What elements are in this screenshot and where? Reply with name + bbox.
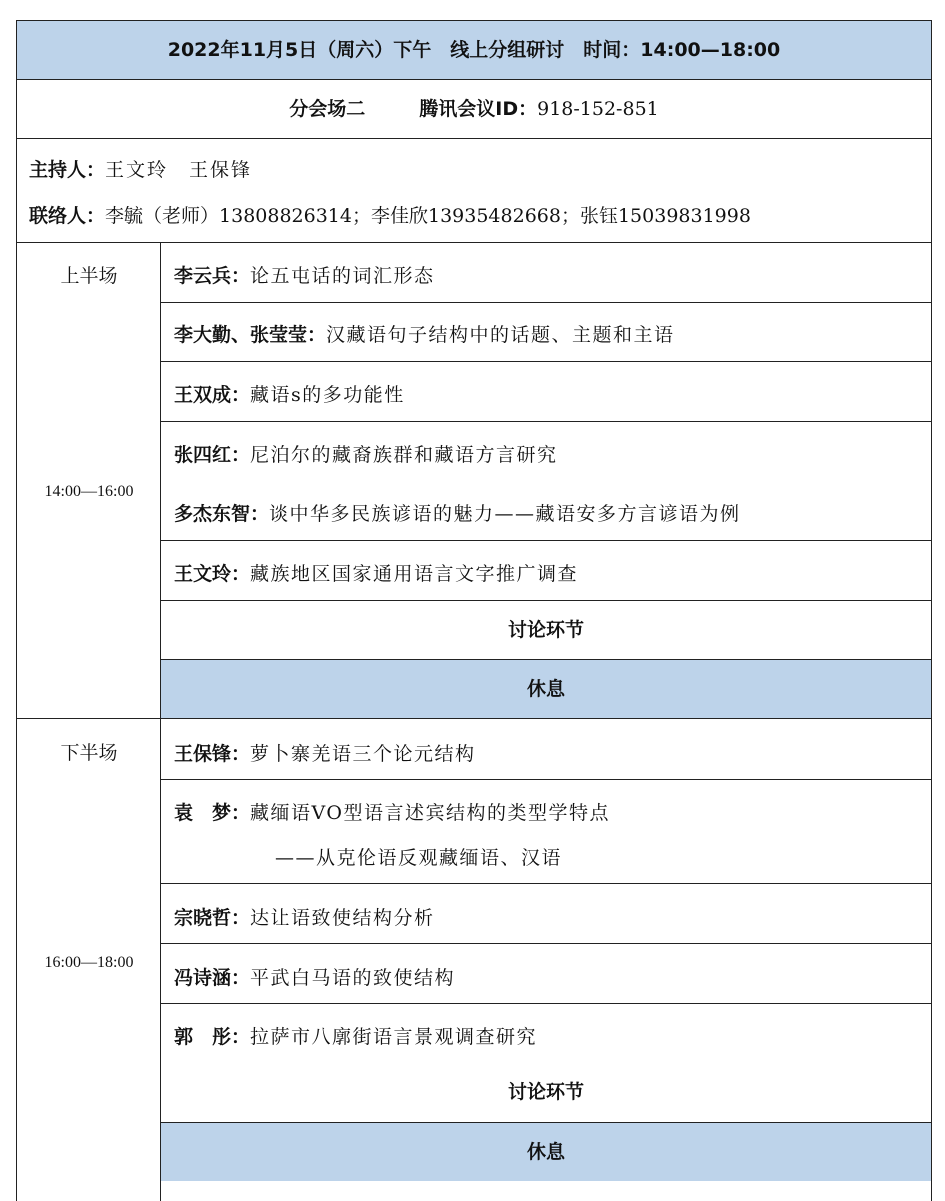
talk-title: 藏语s的多功能性 <box>250 384 405 406</box>
talk-item <box>174 559 578 586</box>
speaker-name: 王保锋： <box>174 743 251 765</box>
talk-title: 论五屯话的词汇形态 <box>250 265 435 287</box>
talk-title: 藏缅语VO型语言述宾结构的类型学特点 <box>250 802 610 824</box>
speaker-name: 多杰东智： <box>174 503 270 525</box>
discussion-cell: 讨论环节 <box>507 619 584 641</box>
talk-item <box>174 380 405 407</box>
contact-line <box>29 201 751 228</box>
second-half-label: 下半场 <box>60 742 118 764</box>
host-label: 主持人： <box>29 159 106 181</box>
header-row <box>17 21 931 79</box>
meeting-id: 918-152-851 <box>537 98 659 120</box>
speaker-name: 李云兵： <box>174 265 251 287</box>
break-cell: 休息 <box>161 660 931 718</box>
meeting-label: 腾讯会议ID： <box>419 98 538 120</box>
talk-title: 藏族地区国家通用语言文字推广调查 <box>250 563 579 585</box>
speaker-name: 王文玲： <box>174 563 251 585</box>
talk-item <box>174 798 610 825</box>
host-value: 王文玲 王保锋 <box>105 159 253 181</box>
speaker-name: 李大勤、张莹莹： <box>174 324 327 346</box>
talk-subtitle-line <box>275 843 562 870</box>
speaker-name: 郭 彤： <box>174 1026 251 1048</box>
contact-label: 联络人： <box>29 205 106 227</box>
talk-item <box>174 1022 537 1049</box>
second-half-time: 16:00—18:00 <box>44 954 134 971</box>
host-line <box>29 155 252 182</box>
first-half-label: 上半场 <box>60 265 118 287</box>
talk-item <box>174 320 675 347</box>
break-cell: 休息 <box>161 1123 931 1181</box>
venue-name: 分会场二 <box>289 98 366 120</box>
speaker-name: 袁 梦： <box>174 802 251 824</box>
speaker-name: 王双成： <box>174 384 251 406</box>
talk-title: 汉藏语句子结构中的话题、主题和主语 <box>326 324 675 346</box>
talk-title: 萝卜寨羌语三个论元结构 <box>250 743 476 765</box>
talk-item <box>174 963 455 990</box>
talk-item <box>174 261 435 288</box>
talk-item <box>174 440 558 467</box>
page-title: 2022年11月5日（周六）下午 线上分组研讨 时间：14:00—18:00 <box>167 39 781 61</box>
speaker-name: 张四红： <box>174 444 251 466</box>
speaker-name: 宗晓哲： <box>174 907 251 929</box>
contact-value: 李毓（老师）13808826314；李佳欣13935482668；张钰15039831998 <box>105 205 751 227</box>
talk-item <box>174 499 741 526</box>
talk-title: 谈中华多民族谚语的魅力——藏语安多方言谚语为例 <box>269 503 741 525</box>
talk-title: 达让语致使结构分析 <box>250 907 435 929</box>
discussion-cell: 讨论环节 <box>507 1081 584 1103</box>
talk-item <box>174 739 476 766</box>
schedule-table <box>16 20 932 1201</box>
venue-row <box>17 80 931 138</box>
talk-title: 平武白马语的致使结构 <box>250 967 456 989</box>
talk-title: 拉萨市八廓街语言景观调查研究 <box>250 1026 538 1048</box>
speaker-name: 冯诗涵： <box>174 967 251 989</box>
first-half-time: 14:00—16:00 <box>44 483 134 500</box>
talk-subtitle: ——从克伦语反观藏缅语、汉语 <box>275 847 563 869</box>
talk-title: 尼泊尔的藏裔族群和藏语方言研究 <box>250 444 558 466</box>
talk-item <box>174 903 435 930</box>
